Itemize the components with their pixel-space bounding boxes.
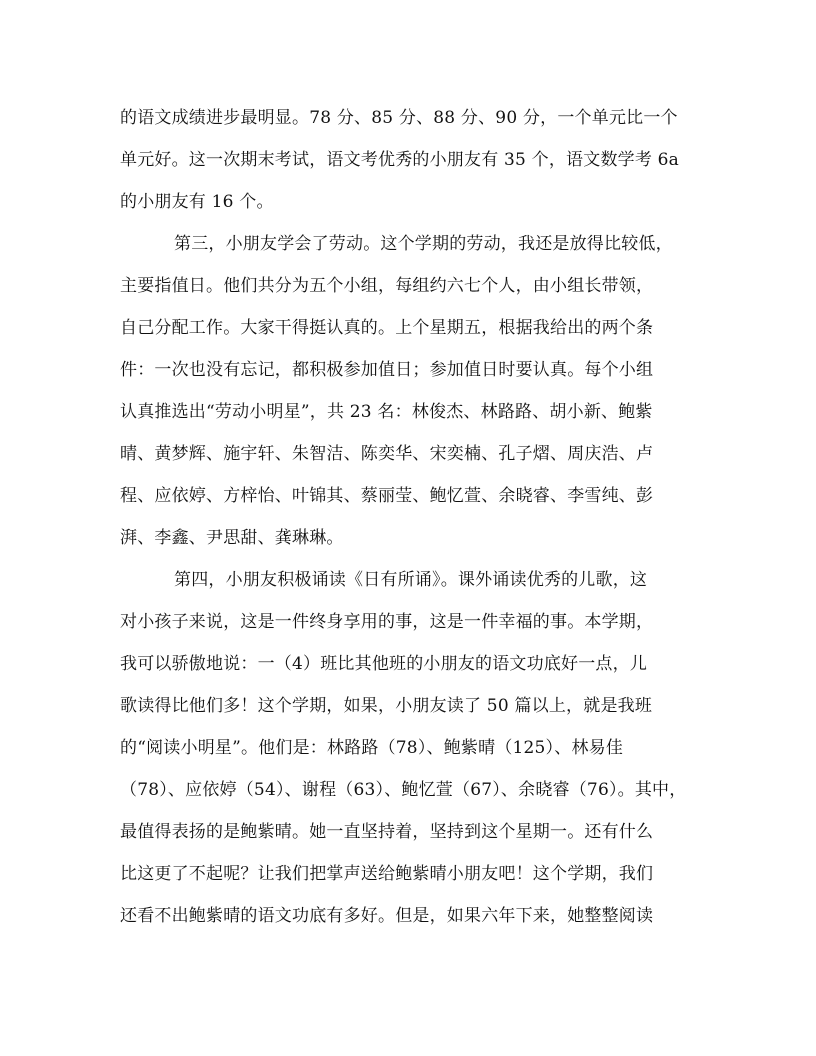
text-line-11: 湃、李鑫、尹思甜、龚琳琳。	[120, 528, 344, 548]
text-line-13: 对小孩子来说，这是一件终身享用的事，这是一件幸福的事。本学期，	[120, 612, 654, 632]
text-line-7: 件：一次也没有忘记，都积极参加值日；参加值日时要认真。每个小组	[120, 360, 654, 380]
text-line-19: 比这更了不起呢？让我们把掌声送给鲍紫晴小朋友吧！这个学期，我们	[120, 864, 654, 884]
text-line-2: 单元好。这一次期末考试，语文考优秀的小朋友有 35 个，语文数学考 6a	[120, 150, 679, 170]
text-line-16: 的“阅读小明星”。他们是：林路路（78）、鲍紫晴（125）、林易佳	[120, 738, 624, 758]
text-line-6: 自己分配工作。大家干得挺认真的。上个星期五，根据我给出的两个条	[120, 318, 654, 338]
text-line-17: （78）、应依婷（54）、谢程（63）、鲍忆萱（67）、余晓睿（76）。其中，	[120, 780, 687, 800]
text-line-8: 认真推选出“劳动小明星”，共 23 名：林俊杰、林路路、胡小新、鲍紫	[120, 402, 653, 422]
text-line-3: 的小朋友有 16 个。	[120, 192, 274, 212]
text-line-20: 还看不出鲍紫晴的语文功底有多好。但是，如果六年下来，她整整阅读	[120, 906, 654, 926]
text-line-5: 主要指值日。他们共分为五个小组，每组约六七个人，由小组长带领，	[120, 276, 654, 296]
paragraph-3-first-line: 第三，小朋友学会了劳动。这个学期的劳动，我还是放得比较低，	[174, 234, 673, 254]
text-line-10: 程、应依婷、方梓怡、叶锦其、蔡丽莹、鲍忆萱、余晓睿、李雪纯、彭	[120, 486, 654, 506]
text-line-18: 最值得表扬的是鲍紫晴。她一直坚持着，坚持到这个星期一。还有什么	[120, 822, 654, 842]
paragraph-4-first-line: 第四，小朋友积极诵读《日有所诵》。课外诵读优秀的儿歌，这	[174, 570, 648, 590]
text-line-15: 歌读得比他们多！这个学期，如果，小朋友读了 50 篇以上，就是我班	[120, 696, 653, 716]
text-line-14: 我可以骄傲地说：一（4）班比其他班的小朋友的语文功底好一点，儿	[120, 654, 648, 674]
text-line-9: 晴、黄梦辉、施宇轩、朱智洁、陈奕华、宋奕楠、孔子熠、周庆浩、卢	[120, 444, 654, 464]
text-line-1: 的语文成绩进步最明显。78 分、85 分、88 分、90 分，一个单元比一个	[120, 108, 678, 128]
